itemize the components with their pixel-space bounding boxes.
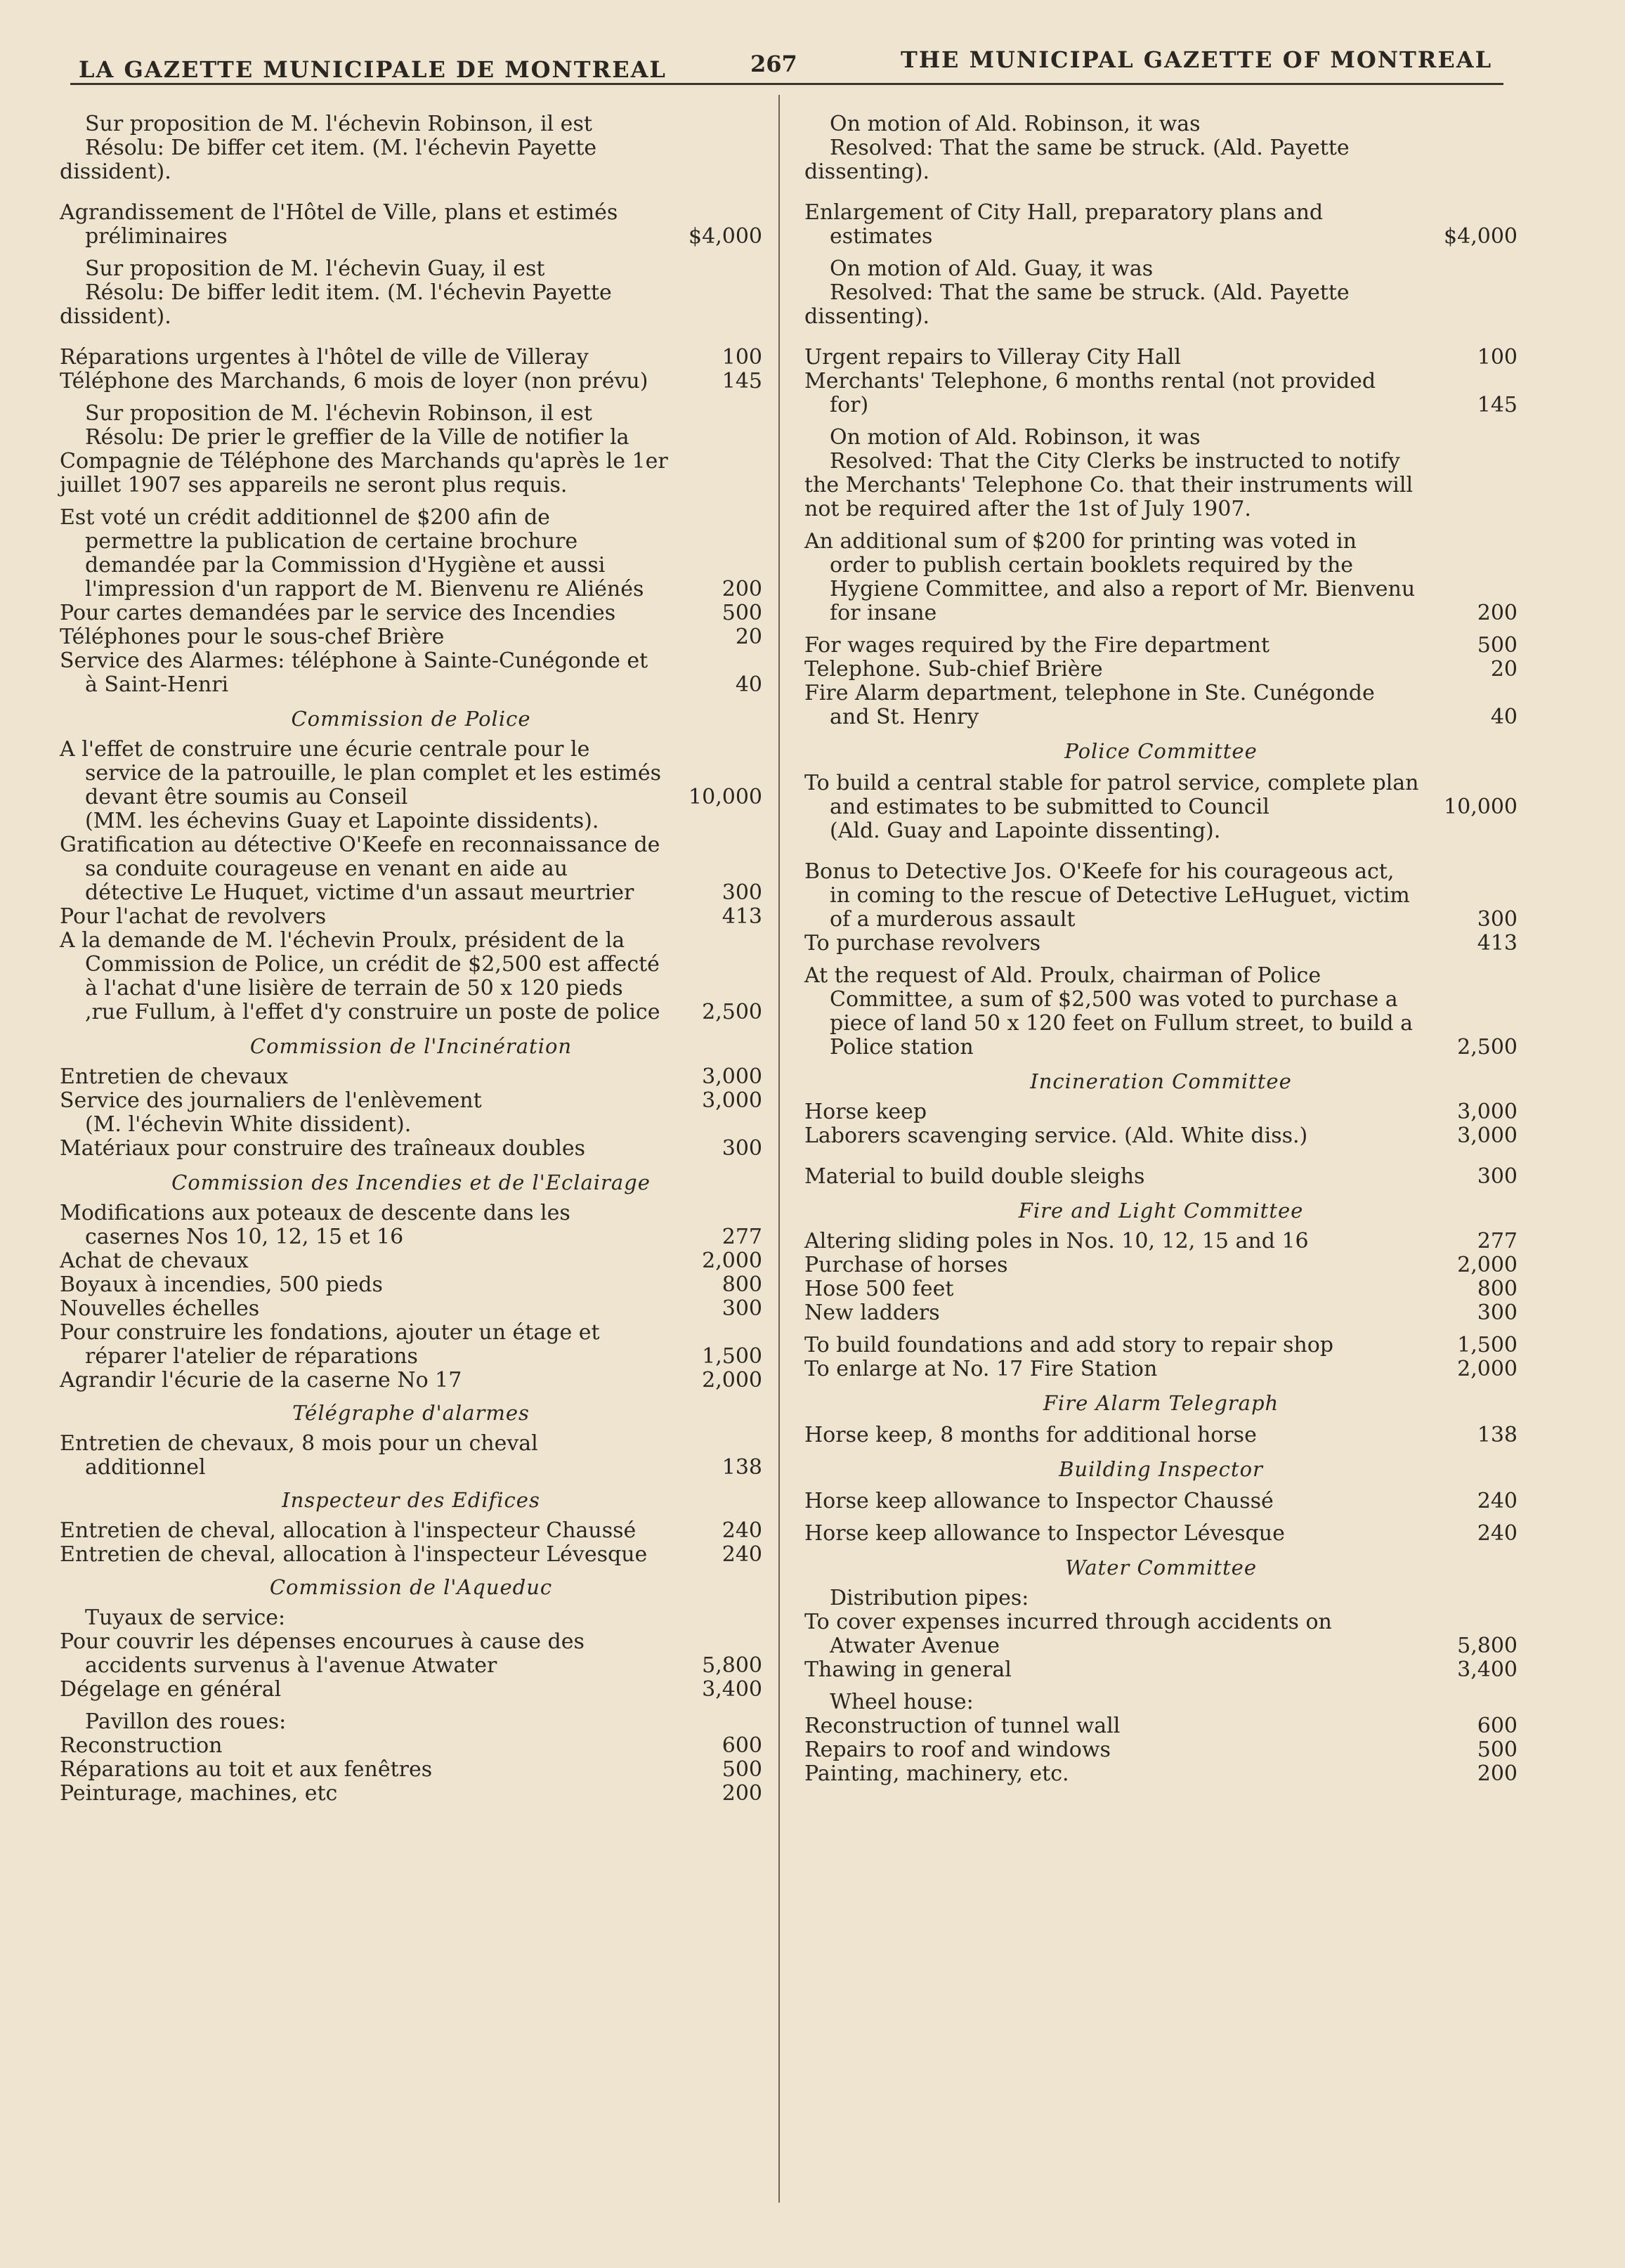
- item-amount: 3,000: [702, 1064, 762, 1089]
- item-text: To enlarge at No. 17 Fire Station: [804, 1357, 1158, 1381]
- item-text: To purchase revolvers: [804, 931, 1040, 956]
- item-amount: 100: [722, 345, 762, 370]
- item-amount: 240: [1477, 1489, 1518, 1513]
- dissent-note: (Ald. Guay and Lapointe dissenting).: [830, 819, 1221, 843]
- item-text: Reconstruction: [60, 1733, 223, 1758]
- item-amount: 2,500: [702, 1000, 762, 1024]
- item-amount: 600: [1477, 1714, 1518, 1738]
- item-amount: 3,400: [702, 1677, 762, 1702]
- budget-item: [804, 1301, 1518, 1325]
- budget-item: [60, 738, 762, 809]
- item-amount: 100: [1477, 345, 1518, 370]
- motion-text: Sur proposition de M. l'échevin Guay, il est: [85, 256, 545, 281]
- item-amount: 138: [722, 1455, 762, 1480]
- section-heading: Building Inspector: [1059, 1457, 1263, 1481]
- item-amount: 3,400: [1457, 1657, 1518, 1682]
- budget-item: [60, 1089, 762, 1113]
- resolution-text: Resolved: That the same be struck. (Ald. Payette dissenting).: [804, 280, 1350, 329]
- budget-item: [804, 1658, 1518, 1682]
- item-text: For wages required by the Fire department: [804, 633, 1270, 658]
- item-amount: 10,000: [688, 785, 762, 809]
- item-amount: 600: [722, 1733, 762, 1758]
- item-text: Entretien de cheval, allocation à l'inspecteur Chaussé: [60, 1518, 637, 1543]
- budget-item: [804, 1100, 1518, 1124]
- budget-item: [60, 370, 762, 393]
- budget-item: [804, 771, 1518, 819]
- item-amount: $4,000: [688, 224, 762, 249]
- item-text: To build a central stable for patrol service, complete plan and estimates to be submitted to Council: [804, 771, 1419, 819]
- section-heading: Commission de l'Aqueduc: [269, 1575, 553, 1599]
- item-text: Horse keep, 8 months for additional horse: [804, 1423, 1257, 1447]
- budget-item: [804, 682, 1518, 729]
- english-column: [804, 112, 1518, 1786]
- header-rule: [70, 83, 1503, 85]
- item-text: Modifications aux poteaux de descente dans les casernes Nos 10, 12, 15 et 16: [60, 1201, 570, 1249]
- resolution-text: Résolu: De prier le greffier de la Ville de notifier la Compagnie de Téléphone des Marchands qu'après le 1er juillet 1907 ses appareils ne seront plus requis.: [60, 425, 668, 497]
- item-text: Gratification au détective O'Keefe en reconnaissance de sa conduite courageuse en venant en aide au détective Le Huquet, victime d'un assaut meurtrier: [60, 833, 660, 905]
- budget-item: [60, 649, 762, 697]
- budget-item: [804, 201, 1518, 249]
- budget-item: [60, 625, 762, 649]
- item-text: Agrandir l'écurie de la caserne No 17: [60, 1368, 462, 1393]
- item-amount: 413: [1477, 931, 1518, 956]
- section-heading: Télégraphe d'alarmes: [292, 1401, 530, 1425]
- item-amount: 2,000: [702, 1368, 762, 1393]
- header-french-title: LA GAZETTE MUNICIPALE DE MONTREAL: [79, 56, 667, 83]
- budget-item: [804, 530, 1518, 625]
- item-amount: 200: [1477, 1761, 1518, 1786]
- page-number: 267: [750, 51, 797, 77]
- budget-item: [804, 1423, 1518, 1447]
- section-heading: Commission de l'Incinération: [249, 1034, 573, 1058]
- item-text: Téléphones pour le sous-chef Brière: [60, 625, 445, 649]
- budget-item: [60, 601, 762, 625]
- resolution-text: Résolu: De biffer ledit item. (M. l'échevin Payette dissident).: [60, 280, 612, 329]
- subheading-text: Distribution pipes:: [830, 1586, 1029, 1610]
- motion-text: On motion of Ald. Robinson, it was: [830, 112, 1201, 136]
- item-amount: 20: [1490, 657, 1518, 682]
- section-heading: Fire and Light Committee: [1018, 1199, 1304, 1223]
- item-text: Pour cartes demandées par le service des Incendies: [60, 601, 616, 625]
- item-text: Réparations urgentes à l'hôtel de ville de Villeray: [60, 345, 589, 370]
- item-amount: $4,000: [1444, 224, 1518, 249]
- item-amount: 800: [1477, 1277, 1518, 1301]
- item-text: Service des Alarmes: téléphone à Sainte-Cunégonde et à Saint-Henri: [60, 649, 648, 697]
- item-text: Fire Alarm department, telephone in Ste. Cunégonde and St. Henry: [804, 681, 1375, 729]
- section-heading: Water Committee: [1064, 1556, 1258, 1579]
- item-amount: 138: [1477, 1423, 1518, 1447]
- motion-text: Sur proposition de M. l'échevin Robinson, il est: [85, 401, 592, 426]
- item-text: Service des journaliers de l'enlèvement: [60, 1088, 482, 1113]
- budget-item: [60, 1519, 762, 1543]
- item-amount: 3,000: [702, 1088, 762, 1113]
- item-text: Merchants' Telephone, 6 months rental (not provided for): [804, 369, 1376, 417]
- budget-item: [60, 1273, 762, 1297]
- section-heading: Fire Alarm Telegraph: [1043, 1391, 1279, 1415]
- item-text: A l'effet de construire une écurie centrale pour le service de la patrouille, le plan complet et les estimés devant être soumis au Conseil: [60, 737, 662, 809]
- budget-item: [60, 1321, 762, 1369]
- budget-item: [804, 634, 1518, 658]
- item-text: Urgent repairs to Villeray City Hall: [804, 345, 1181, 370]
- item-text: Painting, machinery, etc.: [804, 1761, 1069, 1786]
- motion-text: On motion of Ald. Guay, it was: [830, 256, 1154, 281]
- budget-item: [60, 1297, 762, 1321]
- item-amount: 500: [722, 601, 762, 625]
- item-amount: 1,500: [1457, 1333, 1518, 1357]
- section-heading: Commission de Police: [291, 707, 531, 731]
- budget-item: [804, 1334, 1518, 1357]
- budget-item: [804, 964, 1518, 1060]
- item-text: Dégelage en général: [60, 1677, 282, 1702]
- resolution-text: Resolved: That the City Clerks be instructed to notify the Merchants' Telephone Co. that their instruments will not be required after the 1st of July 1907.: [804, 449, 1414, 521]
- budget-item: [60, 1137, 762, 1161]
- item-amount: 240: [722, 1518, 762, 1543]
- item-amount: 240: [722, 1542, 762, 1567]
- item-amount: 2,000: [1457, 1357, 1518, 1381]
- item-text: Achat de chevaux: [60, 1249, 249, 1273]
- item-amount: 800: [722, 1272, 762, 1297]
- budget-item: [60, 346, 762, 370]
- budget-item: [60, 1543, 762, 1567]
- budget-item: [60, 833, 762, 905]
- budget-item: [804, 1714, 1518, 1738]
- section-heading: Police Committee: [1064, 739, 1258, 763]
- item-amount: 240: [1477, 1521, 1518, 1546]
- subheading-text: Tuyaux de service:: [85, 1605, 286, 1630]
- item-text: Material to build double sleighs: [804, 1164, 1145, 1189]
- item-text: To cover expenses incurred through accidents on Atwater Avenue: [804, 1610, 1332, 1658]
- item-amount: 300: [1477, 1301, 1518, 1325]
- resolution-text: Résolu: De biffer cet item. (M. l'échevin Payette dissident).: [60, 136, 597, 184]
- item-text: Laborers scavenging service. (Ald. White diss.): [804, 1123, 1308, 1148]
- budget-item: [60, 201, 762, 249]
- item-text: Matériaux pour construire des traîneaux doubles: [60, 1136, 586, 1161]
- budget-item: [60, 905, 762, 929]
- budget-item: [60, 1369, 762, 1393]
- item-amount: 300: [1477, 1164, 1518, 1189]
- budget-item: [60, 1065, 762, 1089]
- budget-item: [60, 1249, 762, 1273]
- item-text: Purchase of horses: [804, 1253, 1008, 1277]
- item-text: Horse keep allowance to Inspector Chaussé: [804, 1489, 1274, 1513]
- item-text: Horse keep: [804, 1100, 927, 1124]
- item-text: Telephone. Sub-chief Brière: [804, 657, 1103, 682]
- item-amount: 2,500: [1457, 1035, 1518, 1060]
- item-amount: 145: [722, 369, 762, 393]
- budget-item: [804, 1522, 1518, 1546]
- motion-text: On motion of Ald. Robinson, it was: [830, 425, 1201, 450]
- item-text: An additional sum of $200 for printing was voted in order to publish certain booklets required by the Hygiene Committee, and also a report of Mr. Bienvenu for insane: [804, 529, 1416, 625]
- budget-item: [804, 370, 1518, 417]
- item-text: Agrandissement de l'Hôtel de Ville, plans et estimés préliminaires: [60, 200, 618, 249]
- budget-item: [804, 1610, 1518, 1658]
- item-text: Horse keep allowance to Inspector Lévesque: [804, 1521, 1285, 1546]
- item-amount: 300: [1477, 907, 1518, 932]
- item-text: Enlargement of City Hall, preparatory plans and estimates: [804, 200, 1324, 249]
- item-text: Nouvelles échelles: [60, 1296, 260, 1321]
- item-amount: 2,000: [702, 1249, 762, 1273]
- item-amount: 413: [722, 904, 762, 929]
- item-text: Reconstruction of tunnel wall: [804, 1714, 1121, 1738]
- item-text: Pour couvrir les dépenses encourues à cause des accidents survenus à l'avenue Atwater: [60, 1629, 585, 1678]
- budget-item: [804, 1230, 1518, 1253]
- budget-item: [60, 506, 762, 601]
- item-text: Entretien de chevaux, 8 mois pour un cheval additionnel: [60, 1431, 538, 1480]
- section-heading: Incineration Committee: [1030, 1069, 1292, 1093]
- item-amount: 5,800: [702, 1653, 762, 1678]
- budget-item: [804, 860, 1518, 932]
- subheading-text: Pavillon des roues:: [85, 1709, 287, 1734]
- item-amount: 145: [1477, 393, 1518, 417]
- french-column: [60, 112, 762, 1806]
- item-text: At the request of Ald. Proulx, chairman of Police Committee, a sum of $2,500 was voted to purchase a piece of land 50 x 120 feet on Fullum street, to build a Police station: [804, 963, 1414, 1060]
- item-text: Est voté un crédit additionnel de $200 afin de permettre la publication de certaine brochure demandée par la Commission d'Hygiène et aussi l'impression d'un rapport de M. Bienvenu re Aliénés: [60, 505, 644, 601]
- budget-item: [804, 932, 1518, 956]
- item-text: Téléphone des Marchands, 6 mois de loyer (non prévu): [60, 369, 648, 393]
- item-amount: 500: [722, 1757, 762, 1782]
- column-rule: [778, 95, 780, 2203]
- item-amount: 500: [1477, 1738, 1518, 1762]
- budget-item: [804, 1165, 1518, 1189]
- subheading-text: Wheel house:: [830, 1690, 974, 1714]
- item-text: Pour l'achat de revolvers: [60, 904, 327, 929]
- item-amount: 3,000: [1457, 1123, 1518, 1148]
- item-amount: 40: [735, 672, 762, 697]
- item-amount: 200: [1477, 601, 1518, 625]
- item-amount: 500: [1477, 633, 1518, 658]
- item-text: Réparations au toit et aux fenêtres: [60, 1757, 433, 1782]
- resolution-text: Resolved: That the same be struck. (Ald. Payette dissenting).: [804, 136, 1350, 184]
- budget-item: [804, 658, 1518, 682]
- budget-item: [60, 1432, 762, 1480]
- item-amount: 1,500: [702, 1344, 762, 1369]
- item-text: New ladders: [804, 1301, 940, 1325]
- budget-item: [60, 1758, 762, 1782]
- budget-item: [804, 1490, 1518, 1513]
- item-amount: 300: [722, 1136, 762, 1161]
- budget-item: [804, 1738, 1518, 1762]
- budget-item: [804, 346, 1518, 370]
- item-amount: 277: [1477, 1229, 1518, 1253]
- item-text: Entretien de chevaux: [60, 1064, 289, 1089]
- budget-item: [60, 1201, 762, 1249]
- item-amount: 10,000: [1444, 795, 1518, 819]
- budget-item: [60, 1782, 762, 1806]
- item-amount: 300: [722, 1296, 762, 1321]
- item-text: Pour construire les fondations, ajouter un étage et réparer l'atelier de réparations: [60, 1320, 600, 1369]
- item-text: Altering sliding poles in Nos. 10, 12, 15 and 16: [804, 1229, 1309, 1253]
- budget-item: [804, 1277, 1518, 1301]
- item-amount: 200: [722, 1781, 762, 1806]
- budget-item: [60, 1630, 762, 1678]
- budget-item: [60, 1678, 762, 1702]
- item-text: Repairs to roof and windows: [804, 1738, 1111, 1762]
- item-text: Boyaux à incendies, 500 pieds: [60, 1272, 383, 1297]
- section-heading: Commission des Incendies et de l'Eclairage: [171, 1171, 651, 1194]
- item-text: Bonus to Detective Jos. O'Keefe for his courageous act, in coming to the rescue of Detective LeHuguet, victim of a murderous assault: [804, 859, 1410, 932]
- header-english-title: THE MUNICIPAL GAZETTE OF MONTREAL: [901, 46, 1493, 73]
- budget-item: [804, 1253, 1518, 1277]
- item-amount: 20: [735, 625, 762, 649]
- budget-item: [804, 1762, 1518, 1786]
- budget-item: [804, 1357, 1518, 1381]
- item-amount: 5,800: [1457, 1634, 1518, 1658]
- item-amount: 300: [722, 880, 762, 905]
- running-head: [0, 44, 1625, 86]
- item-text: A la demande de M. l'échevin Proulx, président de la Commission de Police, un crédit de $2,500 est affecté à l'achat d'une lisière de terrain de 50 x 120 pieds ,rue Fullum, à l'effet d'y construire un poste de police: [60, 928, 660, 1024]
- budget-item: [60, 929, 762, 1024]
- item-text: Hose 500 feet: [804, 1277, 954, 1301]
- item-amount: 200: [722, 577, 762, 601]
- budget-item: [60, 1734, 762, 1758]
- section-heading: Inspecteur des Edifices: [282, 1488, 540, 1512]
- budget-item: [804, 1124, 1518, 1148]
- dissent-note: (MM. les échevins Guay et Lapointe dissidents).: [85, 809, 599, 833]
- item-text: To build foundations and add story to repair shop: [804, 1333, 1334, 1357]
- item-amount: 2,000: [1457, 1253, 1518, 1277]
- item-amount: 277: [722, 1225, 762, 1249]
- item-text: Thawing in general: [804, 1657, 1012, 1682]
- item-text: Entretien de cheval, allocation à l'inspecteur Lévesque: [60, 1542, 648, 1567]
- motion-text: Sur proposition de M. l'échevin Robinson, il est: [85, 112, 592, 136]
- dissent-note: (M. l'échevin White dissident).: [85, 1112, 412, 1137]
- item-amount: 3,000: [1457, 1100, 1518, 1124]
- item-text: Peinturage, machines, etc: [60, 1781, 338, 1806]
- item-amount: 40: [1490, 705, 1518, 729]
